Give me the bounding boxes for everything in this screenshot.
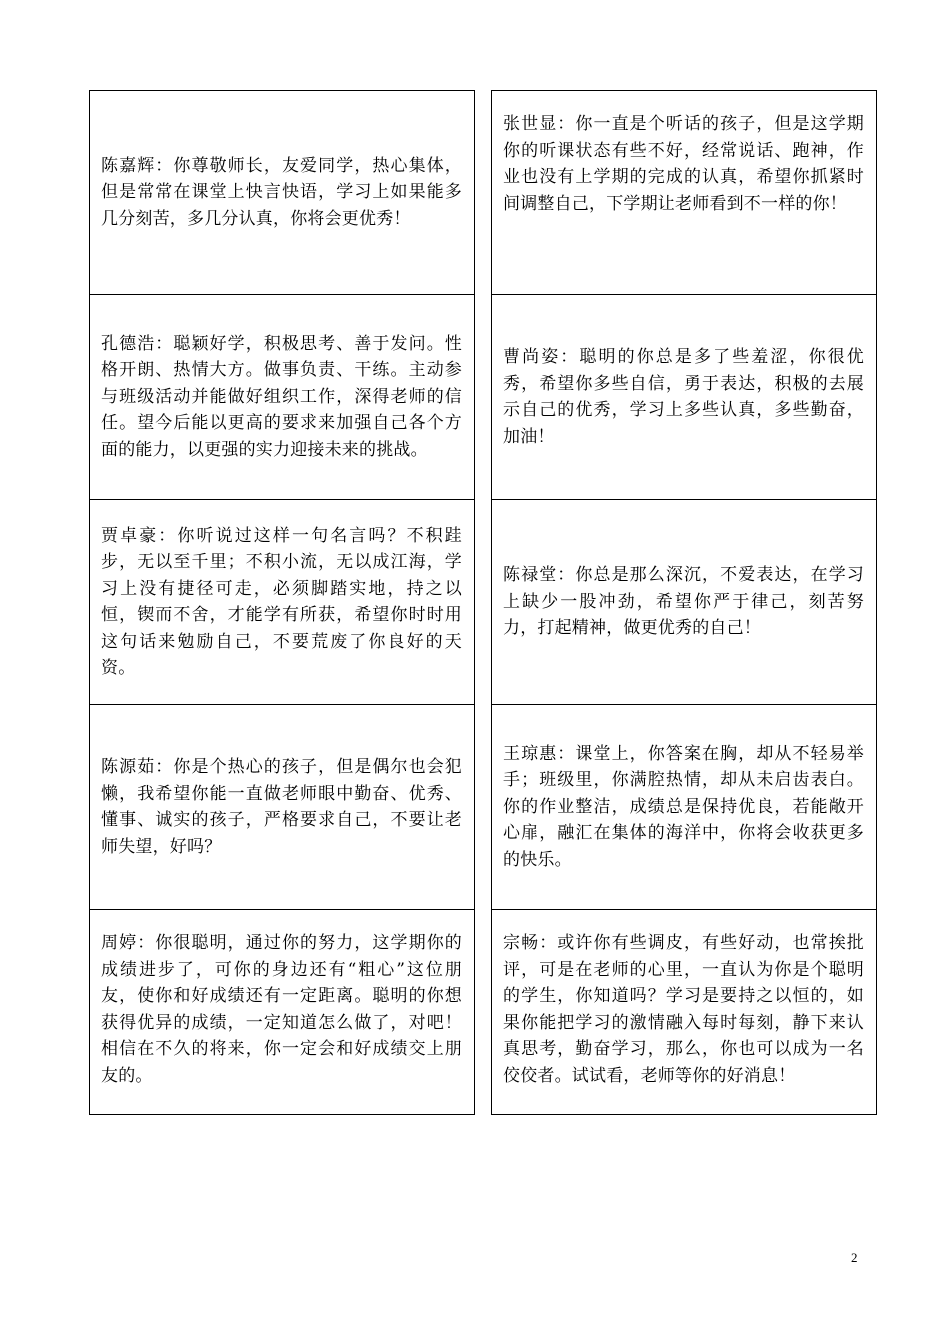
comment-text: 曹尚姿：聪明的你总是多了些羞涩，你很优秀，希望你多些自信，勇于表达，积极的去展示自己的优秀，学习上多些认真，多些勤奋，加油！ <box>503 347 864 447</box>
left-comment-column <box>89 90 475 1115</box>
comment-text: 贾卓豪：你听说过这样一句名言吗？不积跬步，无以至千里；不积小流，无以成江海，学习上没有捷径可走，必须脚踏实地，持之以恒，锲而不舍，才能学有所获，希望你时时用这句话来勉励自己，不要荒废了你良好的天资。 <box>101 525 462 678</box>
comment-cell <box>491 910 877 1115</box>
comment-cell <box>491 500 877 705</box>
comment-text: 周婷：你很聪明，通过你的努力，这学期你的成绩进步了，可你的身边还有“粗心”这位朋友，使你和好成绩还有一定距离。聪明的你想获得优异的成绩，一定知道怎么做了，对吧！相信在不久的将来，你一定会和好成绩交上朋友的。 <box>101 933 462 1086</box>
comment-cell <box>89 295 475 500</box>
comment-text: 王琼惠：课堂上，你答案在胸，却从不轻易举手；班级里，你满腔热情，却从未启齿表白。你的作业整洁，成绩总是保持优良，若能敞开心扉，融汇在集体的海洋中，你将会收获更多的快乐。 <box>503 743 864 870</box>
page-number: 2 <box>851 1250 858 1265</box>
right-comment-column <box>491 90 877 1115</box>
comment-cell <box>89 90 475 295</box>
comment-text: 孔德浩：聪颖好学，积极思考、善于发问。性格开朗、热情大方。做事负责、干练。主动参与班级活动并能做好组织工作，深得老师的信任。望今后能以更高的要求来加强自己各个方面的能力，以更强的实力迎接未来的挑战。 <box>101 333 462 460</box>
comment-cell <box>89 705 475 910</box>
comment-text: 宗畅：或许你有些调皮，有些好动，也常挨批评，可是在老师的心里，一直认为你是个聪明的学生，你知道吗？学习是要持之以恒的，如果你能把学习的激情融入每时每刻，静下来认真思考，勤奋学习，那么，你也可以成为一名佼佼者。试试看，老师等你的好消息！ <box>503 933 864 1086</box>
comment-cell <box>89 500 475 705</box>
comment-cell <box>491 295 877 500</box>
comment-cell <box>89 910 475 1115</box>
comment-text: 张世显：你一直是个听话的孩子，但是这学期你的听课状态有些不好，经常说话、跑神，作业也没有上学期的完成的认真，希望你抓紧时间调整自己，下学期让老师看到不一样的你！ <box>503 114 864 214</box>
comment-cell <box>491 705 877 910</box>
comment-text: 陈源茹：你是个热心的孩子，但是偶尔也会犯懒，我希望你能一直做老师眼中勤奋、优秀、懂事、诚实的孩子，严格要求自己，不要让老师失望，好吗？ <box>101 757 462 857</box>
comment-cell <box>491 90 877 295</box>
comment-text: 陈禄堂：你总是那么深沉，不爱表达，在学习上缺少一股冲劲，希望你严于律己，刻苦努力，打起精神，做更优秀的自己！ <box>503 565 864 639</box>
comment-text: 陈嘉辉：你尊敬师长，友爱同学，热心集体，但是常常在课堂上快言快语，学习上如果能多几分刻苦，多几分认真，你将会更优秀！ <box>101 155 462 229</box>
